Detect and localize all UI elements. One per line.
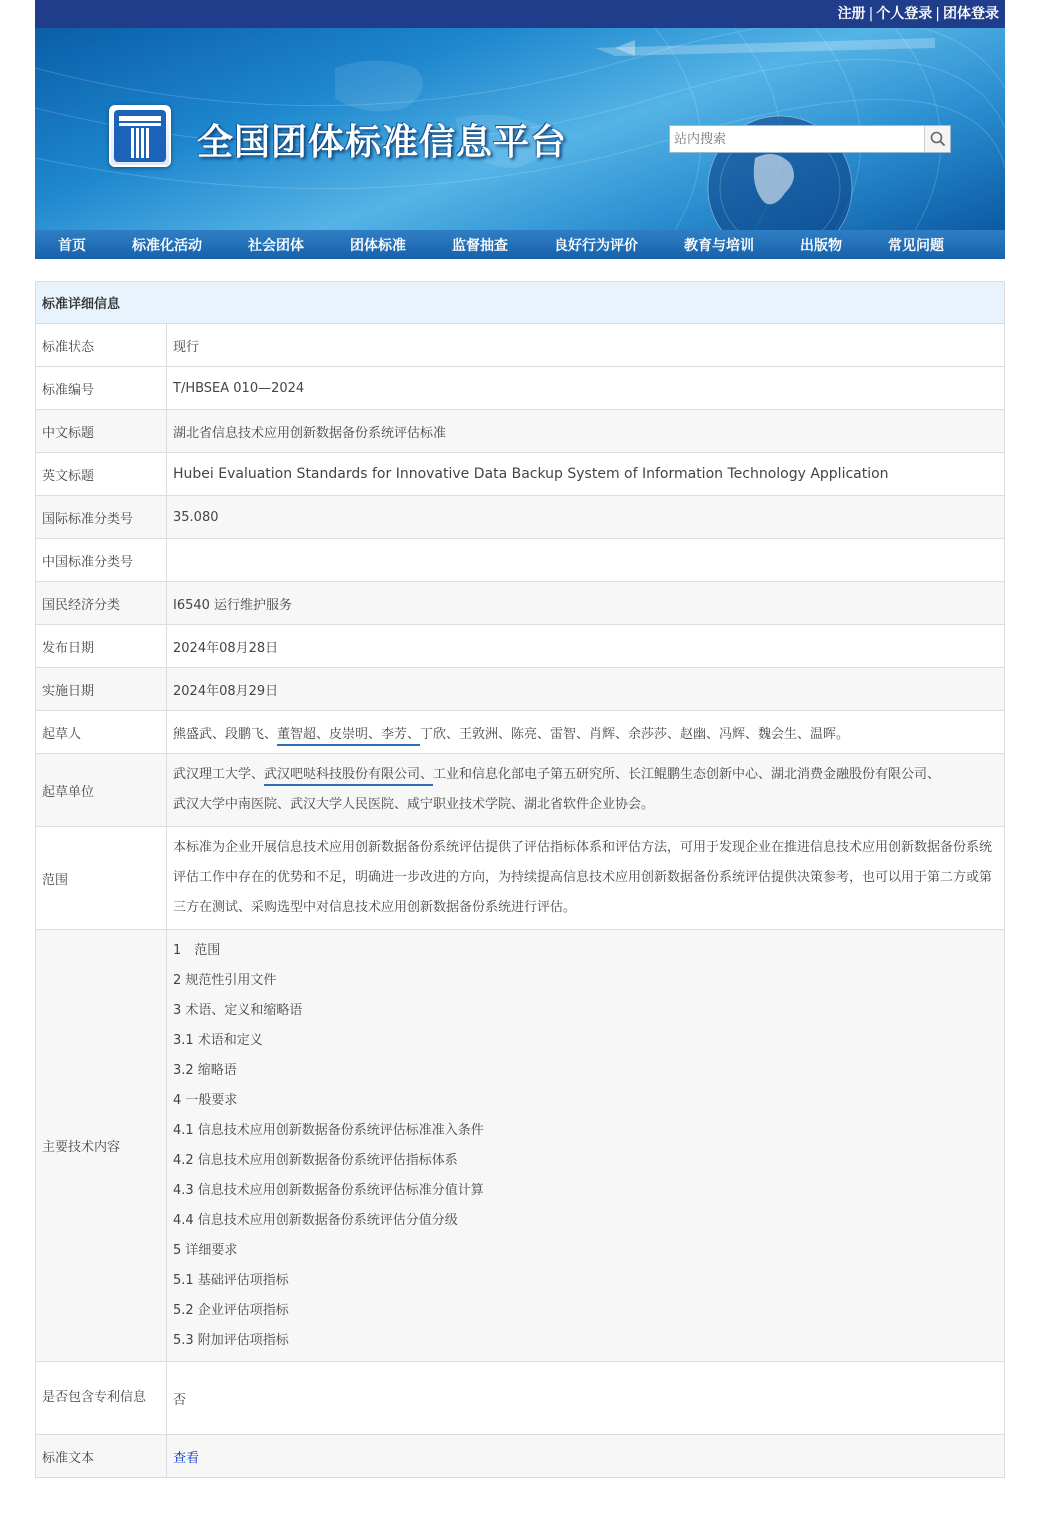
- row-label: 国民经济分类: [36, 582, 167, 625]
- list-item: 5.3 附加评估项指标: [173, 1332, 289, 1348]
- row-label: 范围: [36, 827, 167, 930]
- site-title: 全国团体标准信息平台: [197, 122, 568, 163]
- units-highlight: 武汉吧哒科技股份有限公司、: [264, 767, 434, 782]
- row-label: 起草人: [36, 711, 167, 754]
- personal-login-link[interactable]: 个人登录: [876, 6, 933, 22]
- top-bar: [35, 0, 1005, 28]
- row-label: 中文标题: [36, 410, 167, 453]
- row-label: 中国标准分类号: [36, 539, 167, 582]
- list-item: 4 一般要求: [173, 1092, 238, 1108]
- table-row: [36, 711, 1005, 754]
- nav-item-home[interactable]: 首页: [58, 237, 86, 254]
- drafting-units-value: [167, 754, 1005, 827]
- table-heading: 标准详细信息: [36, 282, 1005, 324]
- list-item: 5 详细要求: [173, 1242, 238, 1258]
- table-header-row: [36, 282, 1005, 324]
- row-label: 是否包含专利信息: [36, 1362, 167, 1435]
- list-item: 4.4 信息技术应用创新数据备份系统评估分值分级: [173, 1212, 458, 1228]
- register-link[interactable]: 注册: [837, 6, 866, 22]
- list-item: 4.1 信息技术应用创新数据备份系统评估标准准入条件: [173, 1122, 484, 1138]
- tech-content-list: [167, 930, 1005, 1362]
- standard-text-cell: [167, 1435, 1005, 1478]
- table-row: [36, 367, 1005, 410]
- table-row: [36, 625, 1005, 668]
- table-row: [36, 1362, 1005, 1435]
- row-label: 主要技术内容: [36, 930, 167, 1362]
- row-label: 标准文本: [36, 1435, 167, 1478]
- search-icon[interactable]: [924, 126, 950, 152]
- table-row: [36, 582, 1005, 625]
- nav-item-education[interactable]: 教育与培训: [684, 237, 754, 254]
- table-row: [36, 930, 1005, 1362]
- list-item: 4.2 信息技术应用创新数据备份系统评估指标体系: [173, 1152, 458, 1168]
- nav-item-supervision[interactable]: 监督抽查: [452, 237, 508, 254]
- row-label: 标准编号: [36, 367, 167, 410]
- chinese-title-value: 湖北省信息技术应用创新数据备份系统评估标准: [167, 410, 1005, 453]
- table-row: [36, 324, 1005, 367]
- table-row: [36, 668, 1005, 711]
- nav-item-group-standards[interactable]: 团体标准: [350, 237, 406, 254]
- list-item: 5.1 基础评估项指标: [173, 1272, 289, 1288]
- standard-number-value: T/HBSEA 010—2024: [167, 367, 1005, 410]
- search-box: [669, 125, 951, 153]
- units-text: 武汉大学中南医院、武汉大学人民医院、咸宁职业技术学院、湖北省软件企业协会。: [173, 797, 655, 812]
- drafters-text: 熊盛武、段鹏飞、: [173, 726, 278, 742]
- ccs-value: [167, 539, 1005, 582]
- main-nav: [35, 230, 1005, 259]
- drafters-text: 丁欣、王敦洲、陈亮、雷智、肖辉、余莎莎、赵幽、冯辉、魏会生、温晖。: [420, 726, 850, 742]
- nav-item-publications[interactable]: 出版物: [800, 237, 842, 254]
- list-item: 3 术语、定义和缩略语: [173, 1002, 303, 1018]
- group-login-link[interactable]: 团体登录: [943, 6, 999, 22]
- row-label: 国际标准分类号: [36, 496, 167, 539]
- row-label: 起草单位: [36, 754, 167, 827]
- table-row: [36, 827, 1005, 930]
- effective-date-value: 2024年08月29日: [167, 668, 1005, 711]
- status-value: 现行: [167, 324, 1005, 367]
- site-header: [35, 0, 1005, 259]
- patent-value: 否: [167, 1362, 1005, 1435]
- table-row: [36, 410, 1005, 453]
- scope-value: 本标准为企业开展信息技术应用创新数据备份系统评估提供了评估指标体系和评估方法，可用于发现企业在推进信息技术应用创新数据备份系统评估工作中存在的优势和不足，明确进一步改进的方向，为持续提高信息技术应用创新数据备份系统评估提供决策参考，也可以用于第二方或第三方在测试、采购选型中对信息技术应用创新数据备份系统进行评估。: [167, 827, 1005, 930]
- table-row: [36, 754, 1005, 827]
- drafters-highlight: 董智超、皮崇明、李芳、: [277, 726, 421, 742]
- table-row: [36, 1435, 1005, 1478]
- units-text: 武汉理工大学、: [173, 767, 265, 782]
- table-row: [36, 539, 1005, 582]
- row-label: 发布日期: [36, 625, 167, 668]
- nav-item-faq[interactable]: 常见问题: [888, 237, 944, 254]
- english-title-value: Hubei Evaluation Standards for Innovative Data Backup System of Information Technology Application: [167, 453, 1005, 496]
- separator: |: [935, 6, 940, 22]
- search-input[interactable]: [670, 126, 926, 152]
- banner: [35, 28, 1005, 230]
- table-row: [36, 453, 1005, 496]
- standards-logo-icon[interactable]: [109, 105, 171, 167]
- table-row: [36, 496, 1005, 539]
- list-item: 5.2 企业评估项指标: [173, 1302, 289, 1318]
- nav-item-social-groups[interactable]: 社会团体: [248, 237, 304, 254]
- list-item: 1 范围: [173, 942, 221, 958]
- publish-date-value: 2024年08月28日: [167, 625, 1005, 668]
- list-item: 2 规范性引用文件: [173, 972, 277, 988]
- drafters-value: [167, 711, 1005, 754]
- separator: |: [868, 6, 874, 22]
- list-item: 3.2 缩略语: [173, 1062, 237, 1078]
- standard-detail-table: [35, 281, 1005, 1478]
- economy-class-value: I6540 运行维护服务: [167, 582, 1005, 625]
- view-text-link[interactable]: 查看: [173, 1450, 200, 1466]
- row-label: 英文标题: [36, 453, 167, 496]
- ics-value: 35.080: [167, 496, 1005, 539]
- row-label: 标准状态: [36, 324, 167, 367]
- list-item: 4.3 信息技术应用创新数据备份系统评估标准分值计算: [173, 1182, 484, 1198]
- row-label: 实施日期: [36, 668, 167, 711]
- list-item: 3.1 术语和定义: [173, 1032, 263, 1048]
- nav-item-evaluation[interactable]: 良好行为评价: [554, 237, 638, 254]
- nav-item-standardization[interactable]: 标准化活动: [132, 237, 202, 254]
- units-text: 工业和信息化部电子第五研究所、长江鲲鹏生态创新中心、湖北消费金融股份有限公司、: [433, 767, 941, 782]
